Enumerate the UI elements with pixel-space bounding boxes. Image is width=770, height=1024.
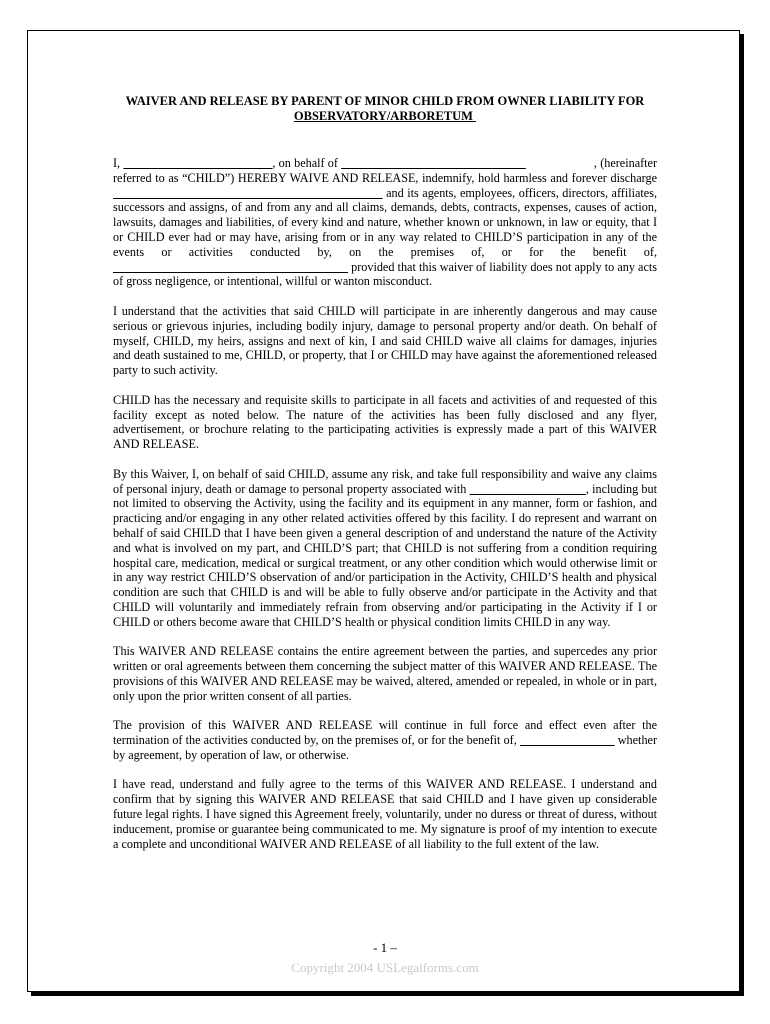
paragraph-entire-agreement: This WAIVER AND RELEASE contains the entire agreement between the parties, and supercedes any prior written or oral agreements between them concerning the subject matter of this WAIVER AND RELEASE. The provisions of this WAIVER AND RELEASE may be waived, altered, amended or repealed, in whole or in part, only upon the prior written consent of all parties. [113, 644, 657, 703]
copyright-notice: Copyright 2004 USLegalforms.com [291, 960, 479, 975]
paragraph-assumption-of-risk: By this Waiver, I, on behalf of said CHILD, assume any risk, and take full responsibility and waive any claims of personal injury, death or damage to personal property associated with , including but not limited to observing the Activity, using the facility and its equipment in any manner, form or fashion, and practicing and/or engaging in any other related activities offered by this facility. I do represent and warrant on behalf of said CHILD that I have been given a general description of and understand the nature of the Activity and what is involved on my part, and CHILD’S part; that CHILD is not suffering from a condition requiring hospital care, medication, medical or surgical treatment, or any other condition which would otherwise limit or in any way restrict CHILD’S observation of and/or participation in the Activity, CHILD’S health and physical condition are such that CHILD is and will be able to fully observe and/or participate in the Activity and that CHILD will voluntarily and immediately refrain from observing and/or participating in the Activity if I or CHILD or others become aware that CHILD’S health or physical condition limits CHILD in any way. [113, 466, 657, 629]
paragraph-acknowledgement: I have read, understand and fully agree to the terms of this WAIVER AND RELEASE. I understand and confirm that by signing this WAIVER AND RELEASE that said CHILD and I have given up considerable future legal rights. I have signed this Agreement freely, voluntarily, under no duress or threat of duress, without inducement, promise or guarantee being communicated to me. My signature is proof of my intention to execute a complete and unconditional WAIVER AND RELEASE of all liability to the full extent of the law. [113, 777, 657, 851]
activity-blank[interactable] [470, 482, 586, 496]
page-number: - 1 – [373, 940, 397, 955]
facility-blank[interactable] [113, 260, 348, 274]
page-border-shadow-right [740, 34, 744, 996]
page-border-shadow-bottom [31, 992, 744, 996]
title-line-2: OBSERVATORY/ARBORETUM [293, 109, 473, 123]
document-title [113, 94, 657, 124]
parent-name-blank[interactable] [123, 156, 272, 170]
child-name-blank[interactable] [341, 156, 526, 170]
paragraph-skills: CHILD has the necessary and requisite skills to participate in all facets and activities of and requested of this facility except as noted below. The nature of the activities has been fully disclosed and any flyer, advertisement, or brochure relating to the participating activities is expressly made a part of this WAIVER AND RELEASE. [113, 392, 657, 452]
title-line-1: WAIVER AND RELEASE BY PARENT OF MINOR CHILD FROM OWNER LIABILITY FOR [125, 94, 645, 108]
document-body [113, 156, 657, 866]
released-party-blank[interactable] [113, 186, 383, 200]
benefit-party-blank[interactable] [520, 733, 615, 747]
paragraph-survival: The provision of this WAIVER AND RELEASE will continue in full force and effect even after the termination of the activities conducted by, on the premises of, or for the benefit of, whether by agreement, by operation of law, or otherwise. [113, 718, 658, 762]
paragraph-release: I, , on behalf of , (hereinafter referred to as “CHILD”) HEREBY WAIVE AND RELEASE, indemnify, hold harmless and forever discharge and its agents, employees, officers, directors, affiliates, successors and assigns, of and from any and all claims, demands, debts, contracts, expenses, causes of action, lawsuits, damages and liabilities, of every kind and nature, whether known or unknown, in law or equity, that I or CHILD ever had or may have, arising from or in any way related to CHILD’S participation in any of the events or activities conducted by, on the premises of, or for the benefit of, provided that this waiver of liability does not apply to any acts of gross negligence, or intentional, willful or wanton misconduct. [113, 156, 658, 289]
paragraph-risks: I understand that the activities that said CHILD will participate in are inherently dangerous and may cause serious or grievous injuries, including bodily injury, damage to personal property and/or death. On behalf of myself, CHILD, my heirs, assigns and next of kin, I and said CHILD waive all claims for damages, injuries and death sustained to me, CHILD, or property, that I or CHILD may have against the aforementioned released party to such activity. [113, 303, 657, 378]
